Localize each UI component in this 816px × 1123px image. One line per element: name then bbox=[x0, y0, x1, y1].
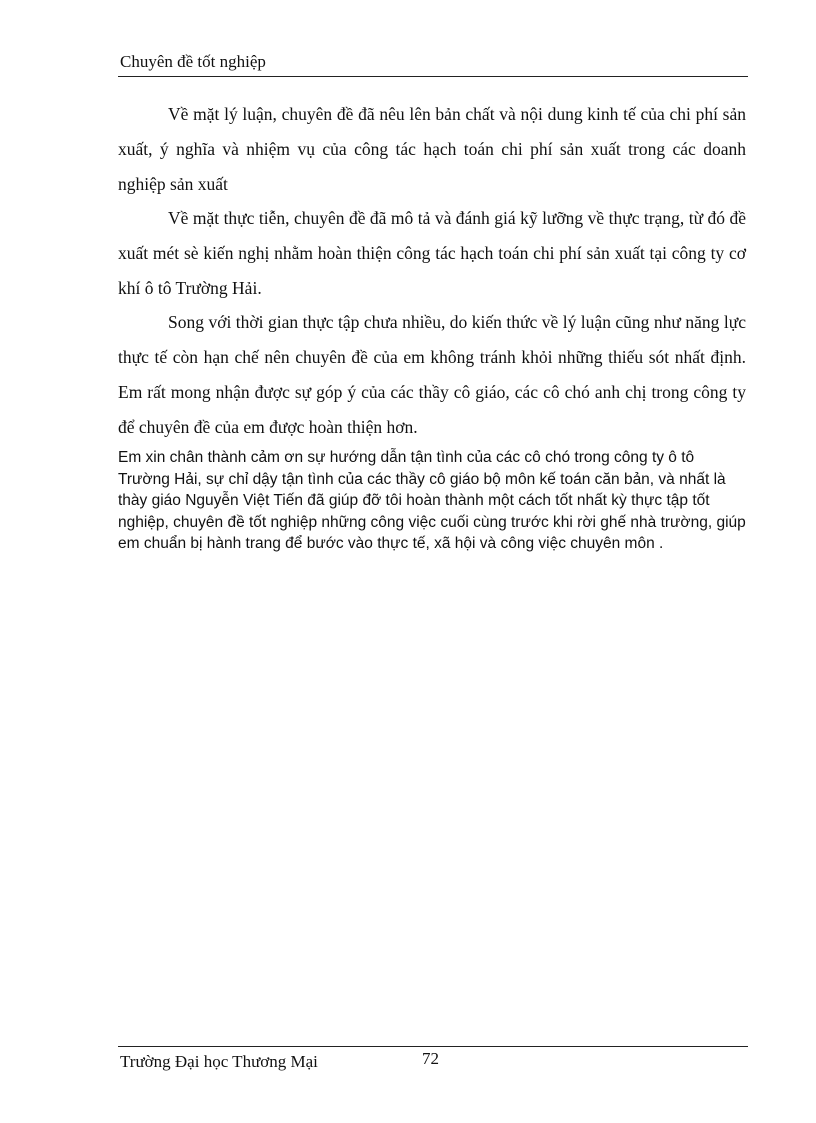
header-title: Chuyên đề tốt nghiệp bbox=[120, 52, 266, 71]
footer-school-name: Trường Đại học Thương Mại bbox=[120, 1052, 318, 1071]
paragraph-acknowledgement: Em xin chân thành cảm ơn sự hướng dẫn tận tình của các cô chó trong công ty ô tô Trường Hải, sự chỉ dậy tận tình của các thầy cô giáo bộ môn kế toán căn bản, và nhất là thày giáo Nguyễn Việt Tiến đã giúp đỡ tôi hoàn thành một cách tốt nhất kỳ thực tập tốt nghiệp, chuyên đề tốt nghiệp những công việc cuối cùng trước khi rời ghế nhà trường, giúp em chuẩn bị hành trang để bước vào thực tế, xã hội và công việc chuyên môn . bbox=[118, 449, 746, 552]
paragraph-theory: Về mặt lý luận, chuyên đề đã nêu lên bản chất và nội dung kinh tế của chi phí sản xuất, ý nghĩa và nhiệm vụ của công tác hạch toán chi phí sản xuất trong các doanh nghiệp sản xuất bbox=[118, 104, 746, 194]
paragraph-limitations: Song với thời gian thực tập chưa nhiều, do kiến thức về lý luận cũng như năng lực thực tế còn hạn chế nên chuyên đề của em không tránh khỏi những thiếu sót nhất định. Em rất mong nhận được sự góp ý của các thầy cô giáo, các cô chó anh chị trong công ty để chuyên đề của em được hoàn thiện hơn. bbox=[118, 312, 746, 437]
header-divider bbox=[118, 76, 748, 77]
page-number: 72 bbox=[422, 1049, 439, 1068]
footer-divider bbox=[118, 1046, 748, 1047]
paragraph-practice: Về mặt thực tiễn, chuyên đề đã mô tả và đánh giá kỹ lưỡng về thực trạng, từ đó đề xuất mét sè kiến nghị nhằm hoàn thiện công tác hạch toán chi phí sản xuất tại công ty cơ khí ô tô Trường Hải. bbox=[118, 208, 746, 298]
